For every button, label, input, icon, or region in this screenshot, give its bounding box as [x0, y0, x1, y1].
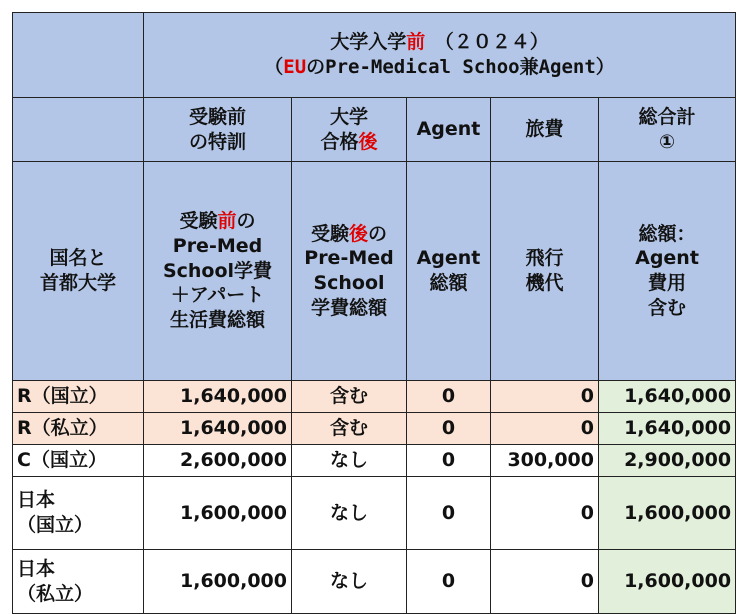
header-agent: Agent [407, 98, 491, 162]
subheader-fee-before [144, 162, 292, 381]
subheader-row [13, 162, 736, 381]
header-blank [13, 98, 144, 162]
subtitle-open: （ [264, 56, 284, 78]
row-pre-fee: 1,600,000 [144, 550, 292, 614]
header-total: 総合計 ① [599, 98, 736, 162]
row-agent: 0 [407, 477, 491, 550]
header-after-admission [292, 98, 407, 162]
row-total: 2,900,000 [599, 445, 736, 477]
table-title [144, 13, 736, 98]
row-after-fee: なし [292, 445, 407, 477]
row-travel: 0 [491, 550, 599, 614]
header-after-red: 後 [358, 130, 378, 153]
row-name: R（国立） [13, 381, 144, 413]
row-travel: 300,000 [491, 445, 599, 477]
row-agent: 0 [407, 381, 491, 413]
subtitle-red-text: EU [283, 56, 307, 78]
header-after-text: 大学 合格 [320, 105, 368, 153]
row-agent: 0 [407, 550, 491, 614]
row-pre-fee: 1,600,000 [144, 477, 292, 550]
subtitle-text: のPre-Medical Schoo兼Agent） [306, 56, 615, 78]
row-travel: 0 [491, 477, 599, 550]
title-year: （２０２４） [425, 31, 549, 54]
cost-comparison-table [12, 12, 736, 614]
row-after-fee: なし [292, 477, 407, 550]
header-travel: 旅費 [491, 98, 599, 162]
title-row [13, 13, 736, 98]
title-text: 大学入学 [330, 31, 407, 54]
table-row [13, 381, 736, 413]
row-travel: 0 [491, 381, 599, 413]
table-row [13, 477, 736, 550]
row-name: 日本 （私立） [13, 550, 144, 614]
header-row [13, 98, 736, 162]
subheader-airfare: 飛行 機代 [491, 162, 599, 381]
row-after-fee: なし [292, 550, 407, 614]
row-name: C（国立） [13, 445, 144, 477]
row-total: 1,600,000 [599, 477, 736, 550]
table-row [13, 445, 736, 477]
row-total: 1,600,000 [599, 550, 736, 614]
row-total: 1,640,000 [599, 413, 736, 445]
row-pre-fee: 1,640,000 [144, 413, 292, 445]
row-pre-fee: 2,600,000 [144, 445, 292, 477]
row-name: 日本 （国立） [13, 477, 144, 550]
title-red-text: 前 [406, 31, 426, 54]
title-line-2 [148, 55, 731, 80]
table-row [13, 550, 736, 614]
row-agent: 0 [407, 445, 491, 477]
row-name: R（私立） [13, 413, 144, 445]
table-row [13, 413, 736, 445]
header-pretraining: 受験前 の特訓 [144, 98, 292, 162]
fee-after-rest: の Pre-Med School 学費総額 [304, 222, 394, 319]
subheader-country: 国名と 首都大学 [13, 162, 144, 381]
fee-before-text: 受験 [179, 210, 218, 233]
fee-after-red: 後 [348, 222, 368, 245]
cost-table-container [12, 12, 736, 614]
corner-cell [13, 13, 144, 98]
fee-before-red: 前 [217, 210, 237, 233]
row-travel: 0 [491, 413, 599, 445]
row-pre-fee: 1,640,000 [144, 381, 292, 413]
row-after-fee: 含む [292, 413, 407, 445]
row-agent: 0 [407, 413, 491, 445]
subheader-agent-total: Agent 総額 [407, 162, 491, 381]
row-total: 1,640,000 [599, 381, 736, 413]
subheader-fee-after [292, 162, 407, 381]
subheader-total-note: 総額： Agent 費用 含む [599, 162, 736, 381]
fee-before-rest: の Pre-Med School学費 ＋アパート 生活費総額 [162, 210, 273, 332]
title-line-1 [148, 30, 731, 55]
row-after-fee: 含む [292, 381, 407, 413]
fee-after-text: 受験 [310, 222, 349, 245]
